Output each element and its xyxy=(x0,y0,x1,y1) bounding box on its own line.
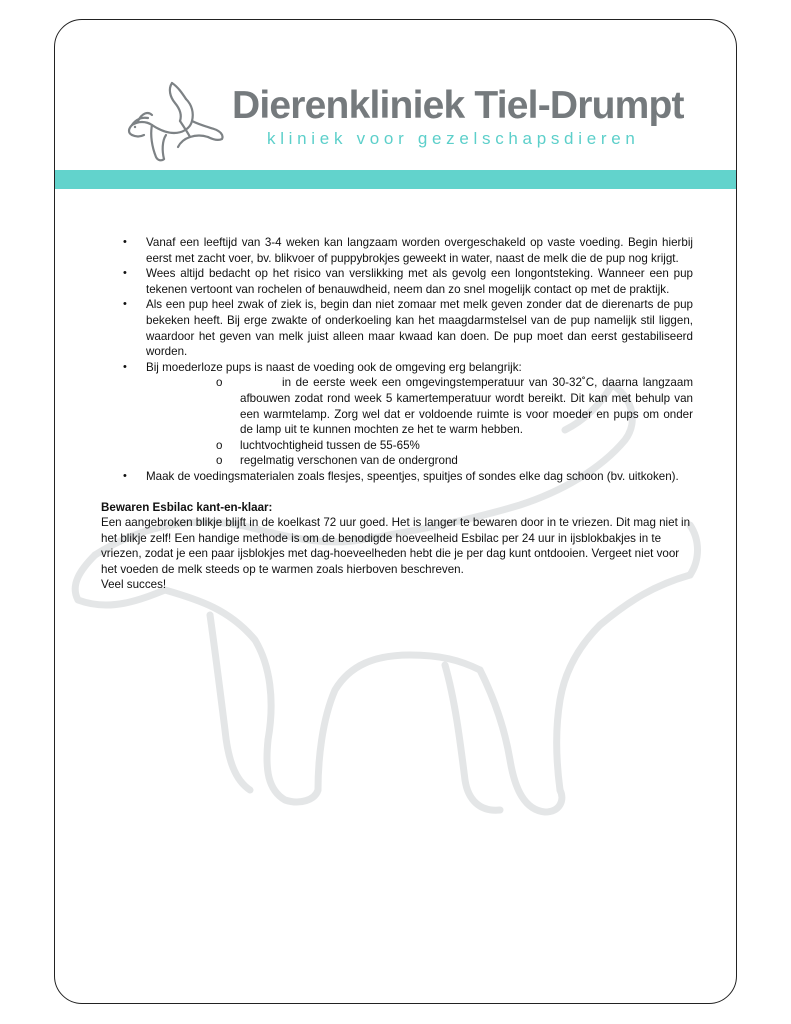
bullet-text: Wees altijd bedacht op het risico van verslikking met als gevolg een longontsteking. Wanneer een pup tekenen vertoont van rochelen of benauwdheid, neem dan zo snel mogelijk contact op met de praktijk. xyxy=(146,267,693,296)
bullet-marker: • xyxy=(123,469,127,482)
care-bullet-list xyxy=(101,235,693,375)
closing-line: Veel succes! xyxy=(101,578,167,592)
bullet-marker: • xyxy=(123,236,127,248)
bullet-item xyxy=(101,360,693,376)
bullet-item xyxy=(101,469,693,485)
dog-logo-icon xyxy=(120,75,230,165)
bullet-text: Bij moederloze pups is naast de voeding ook de omgeving erg belangrijk: xyxy=(146,360,522,374)
sub-text: in de eerste week een omgevingstemperatuur van 30-32˚C, daarna langzaam afbouwen zodat rond week 5 kamertemperatuur wordt bereikt. Dit kan met behulp van een warmtelamp. Zorg wel dat er voldoende ruimte is voor moeder en pups om onder de lamp uit te kunnen mochten ze het te warm hebben. xyxy=(240,376,693,437)
sub-marker: o xyxy=(216,376,223,390)
sub-marker: o xyxy=(216,454,223,468)
bullet-text: Vanaf een leeftijd van 3-4 weken kan langzaam worden overgeschakeld op vaste voeding. Begin hierbij eerst met zacht voer, bv. blikvoer of puppybrokjes geweekt in water, naast de melk die de pup nog krijgt. xyxy=(146,236,693,265)
section-body: Een aangebroken blikje blijft in de koelkast 72 uur goed. Het is langer te bewaren door in te vriezen. Dit mag niet in het blikje zelf! Een handige methode is om de benodigde hoeveelheid Esbilac per 24 uur in ijsblokbakjes in te vriezen, zodat je een paar ijsblokjes met dag-hoeveelheden hebt die je per dag kunt ontdooien. Vergeet niet voor het voeden de melk steeds op te warmen zoals hierboven beschreven. xyxy=(101,516,691,576)
header-band xyxy=(55,170,736,189)
bullet-marker: • xyxy=(123,360,127,373)
bullet-marker: • xyxy=(123,267,127,280)
bullet-text: Maak de voedingsmaterialen zoals flesjes, speentjes, spuitjes of sondes elke dag schoon (bv. uitkoken). xyxy=(146,469,679,483)
sub-list-item xyxy=(101,453,693,469)
section-heading: Bewaren Esbilac kant-en-klaar: xyxy=(101,500,273,514)
storage-section xyxy=(101,500,693,594)
sub-list-item xyxy=(101,375,693,437)
document-body xyxy=(101,235,693,593)
sub-text: luchtvochtigheid tussen de 55-65% xyxy=(240,438,420,452)
clinic-tagline: kliniek voor gezelschapsdieren xyxy=(267,129,640,148)
bullet-item xyxy=(101,297,693,359)
sub-text: regelmatig verschonen van de ondergrond xyxy=(240,454,458,468)
sub-list-item xyxy=(101,438,693,454)
bullet-marker: • xyxy=(123,298,127,311)
bullet-text: Als een pup heel zwak of ziek is, begin dan niet zomaar met melk geven zonder dat de dierenarts de pup bekeken heeft. Bij erge zwakte of onderkoeling kan het maagdarmstelsel van de pup namelijk stil liggen, waardoor het geven van melk juist alleen maar kwaad kan doen. De pup moet dan eerst gestabiliseerd worden. xyxy=(146,298,693,359)
care-bullet-list-continued xyxy=(101,469,693,485)
sub-marker: o xyxy=(216,438,223,452)
bullet-item xyxy=(101,266,693,297)
clinic-name: Dierenkliniek Tiel-Drumpt xyxy=(232,84,684,127)
environment-sub-list xyxy=(101,375,693,469)
bullet-item xyxy=(101,235,693,266)
